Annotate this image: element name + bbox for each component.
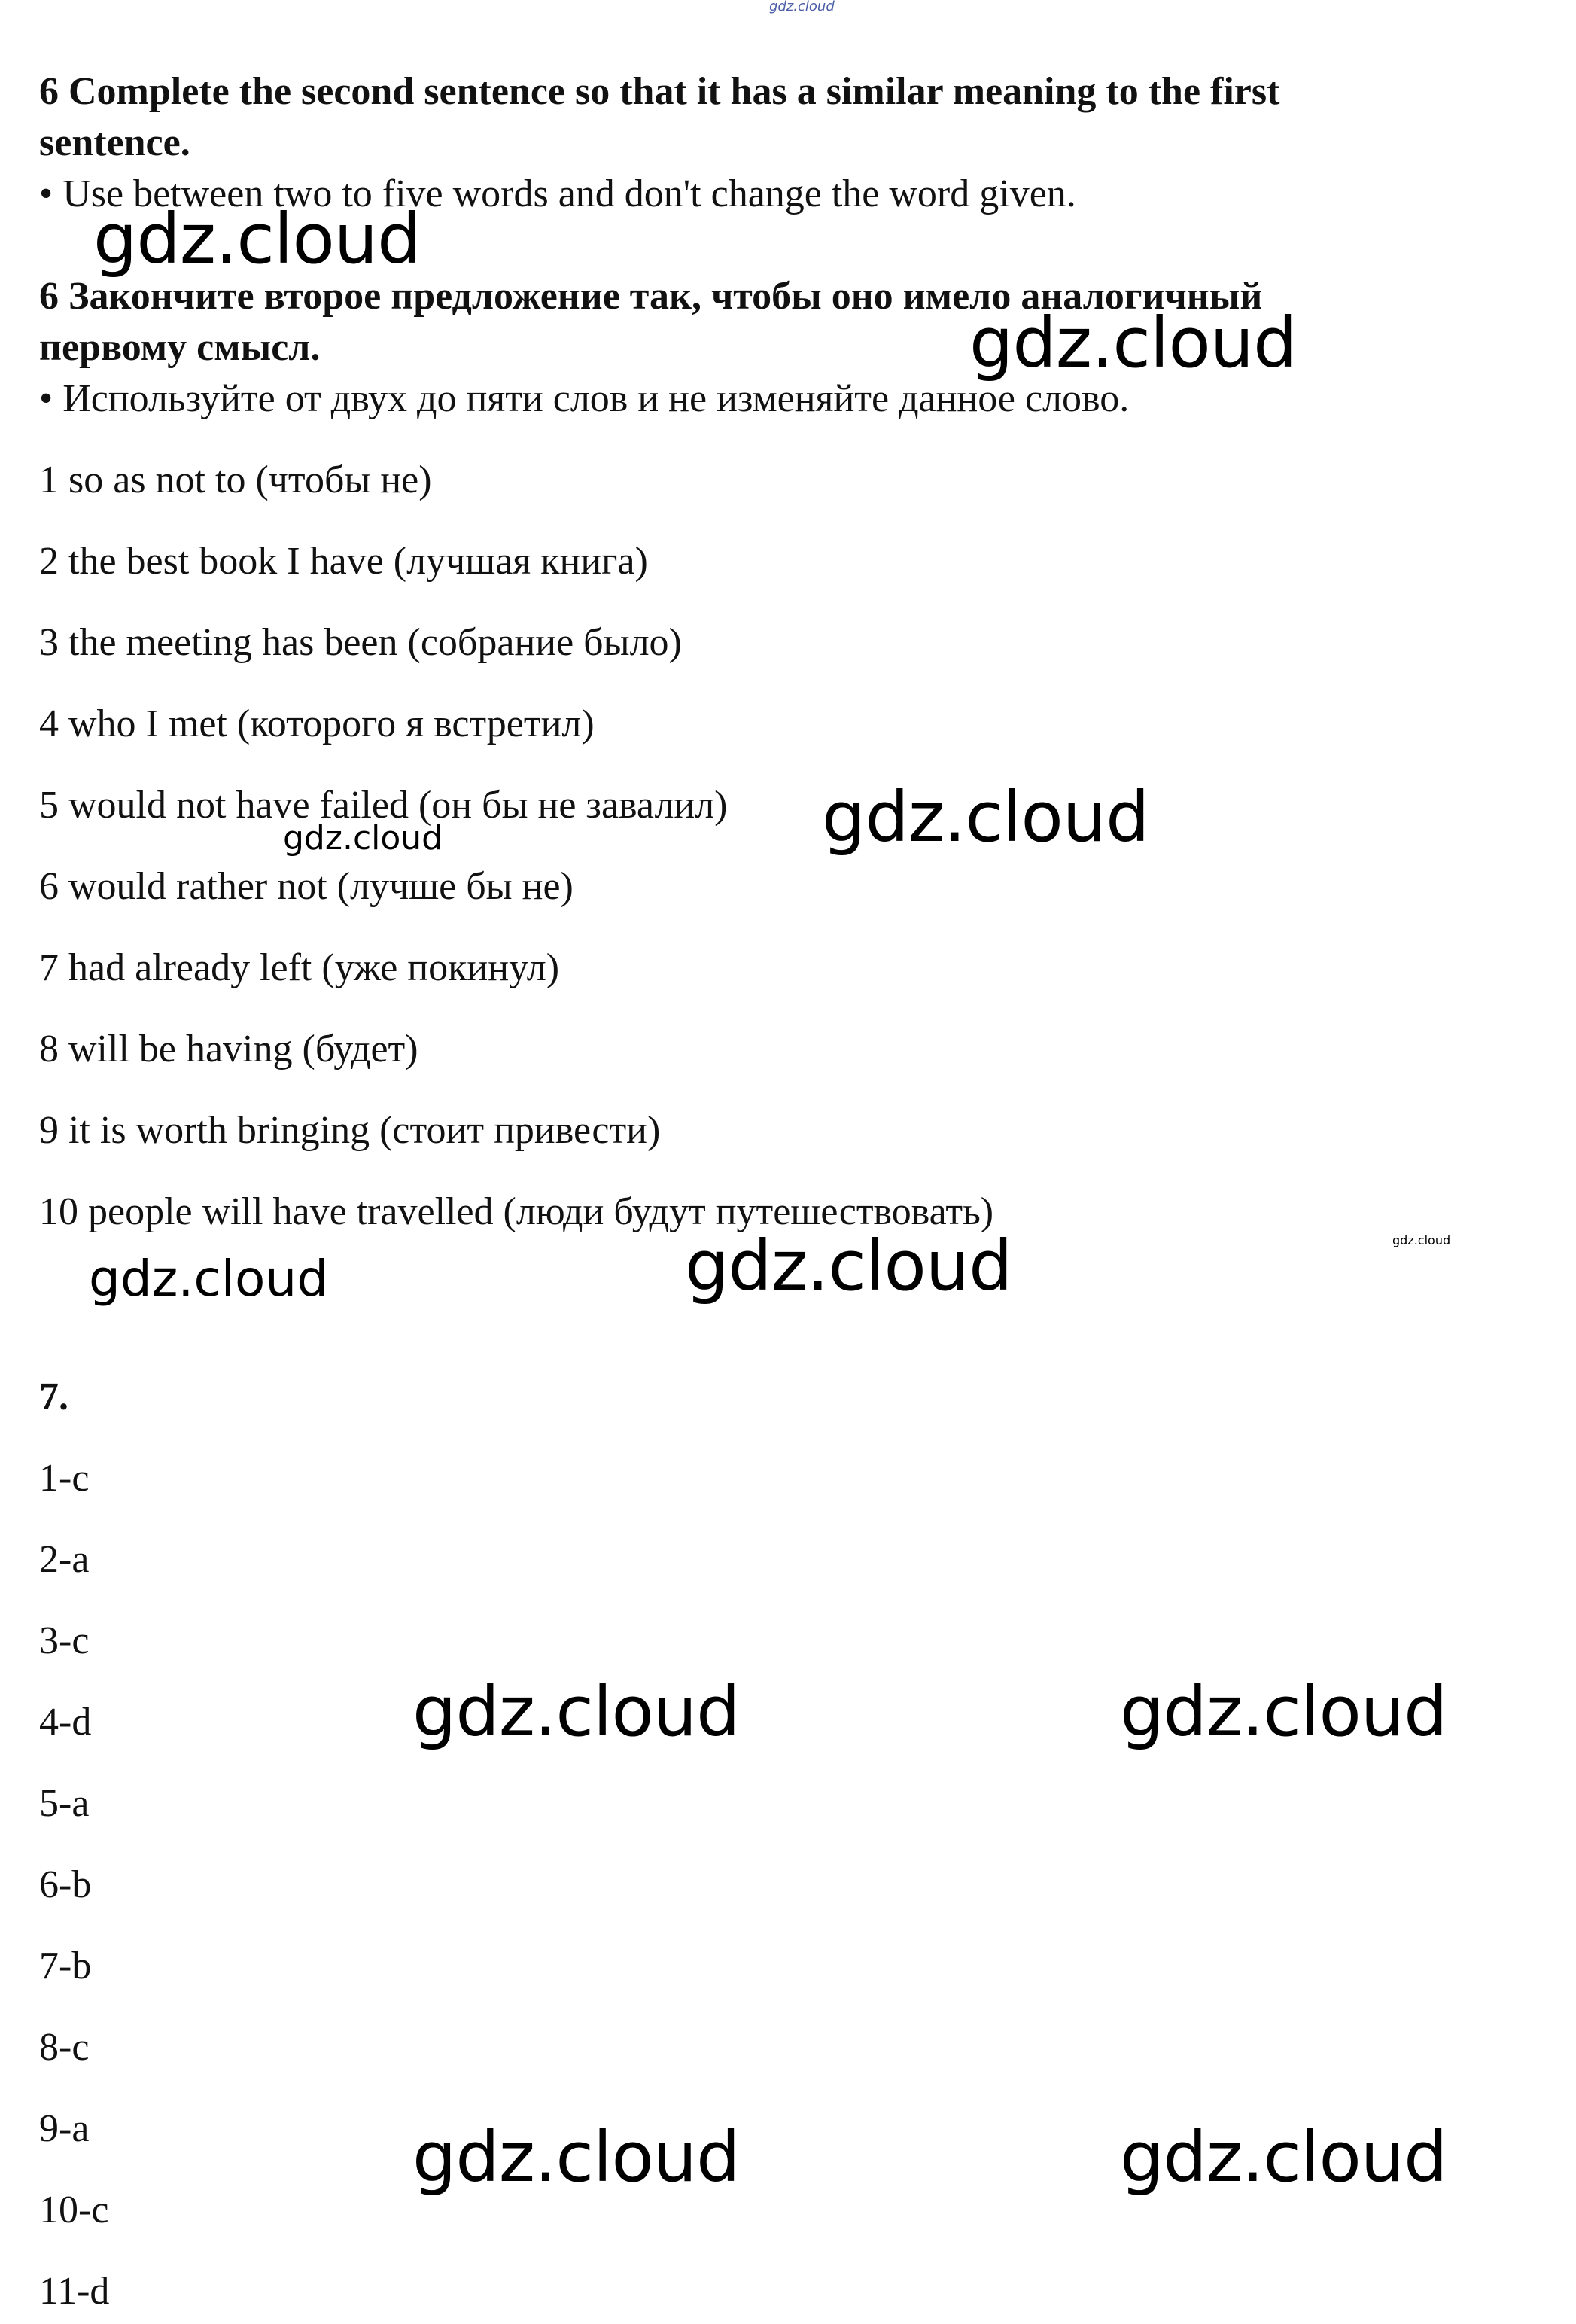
watermark: gdz.cloud: [822, 777, 1149, 857]
exercise-6-answer-9: 9 it is worth bringing (стоит привести): [39, 1109, 661, 1152]
exercise-7-answer-3: 3-c: [39, 1619, 90, 1662]
exercise-7-answer-6: 6-b: [39, 1863, 92, 1906]
exercise-6-rule-ru: • Используйте от двух до пяти слов и не изменяйте данное слово.: [39, 377, 1130, 420]
exercise-6-title-ru-line1: 6 Закончите второе предложение так, чтобы оно имело аналогичный: [39, 275, 1263, 318]
exercise-6-title-ru-line2: первому смысл.: [39, 326, 321, 369]
exercise-6-title-en-line1: 6 Complete the second sentence so that it has a similar meaning to the first: [39, 70, 1280, 113]
exercise-7-answer-1: 1-c: [39, 1457, 90, 1500]
exercise-6-answer-10: 10 people will have travelled (люди будут путешествовать): [39, 1190, 994, 1233]
exercise-7-answer-9: 9-a: [39, 2107, 90, 2150]
exercise-7-answer-8: 8-c: [39, 2026, 90, 2069]
watermark: gdz.cloud: [412, 2117, 740, 2198]
exercise-6-answer-1: 1 so as not to (чтобы не): [39, 458, 432, 501]
exercise-7-answer-10: 10-c: [39, 2188, 109, 2231]
watermark-small: gdz.cloud: [1392, 1233, 1451, 1247]
exercise-7-answer-2: 2-a: [39, 1538, 90, 1581]
watermark: gdz.cloud: [969, 303, 1297, 383]
exercise-7-answer-11: 11-d: [39, 2270, 110, 2313]
watermark: gdz.cloud: [93, 199, 421, 279]
watermark: gdz.cloud: [685, 1226, 1012, 1306]
exercise-6-rule-en: • Use between two to five words and don't change the word given.: [39, 172, 1076, 215]
watermark: gdz.cloud: [89, 1250, 329, 1308]
watermark: gdz.cloud: [1120, 1671, 1447, 1752]
exercise-6-answer-7: 7 had already left (уже покинул): [39, 946, 560, 989]
exercise-6-answer-3: 3 the meeting has been (собрание было): [39, 621, 682, 664]
watermark: gdz.cloud: [283, 819, 443, 857]
exercise-6-answer-6: 6 would rather not (лучше бы не): [39, 865, 574, 908]
exercise-6-answer-8: 8 will be having (будет): [39, 1028, 418, 1071]
exercise-6-answer-5: 5 would not have failed (он бы не завалил): [39, 784, 728, 827]
watermark: gdz.cloud: [1120, 2117, 1447, 2198]
exercise-7-title: 7.: [39, 1375, 68, 1418]
watermark-top: gdz.cloud: [769, 0, 835, 14]
exercise-7-answer-7: 7-b: [39, 1945, 92, 1987]
exercise-7-answer-5: 5-a: [39, 1782, 90, 1825]
exercise-6-answer-2: 2 the best book I have (лучшая книга): [39, 540, 648, 583]
watermark: gdz.cloud: [412, 1671, 740, 1752]
exercise-6-title-en-line2: sentence.: [39, 121, 190, 164]
exercise-6-answer-4: 4 who I met (которого я встретил): [39, 702, 595, 745]
exercise-7-answer-4: 4-d: [39, 1701, 92, 1744]
